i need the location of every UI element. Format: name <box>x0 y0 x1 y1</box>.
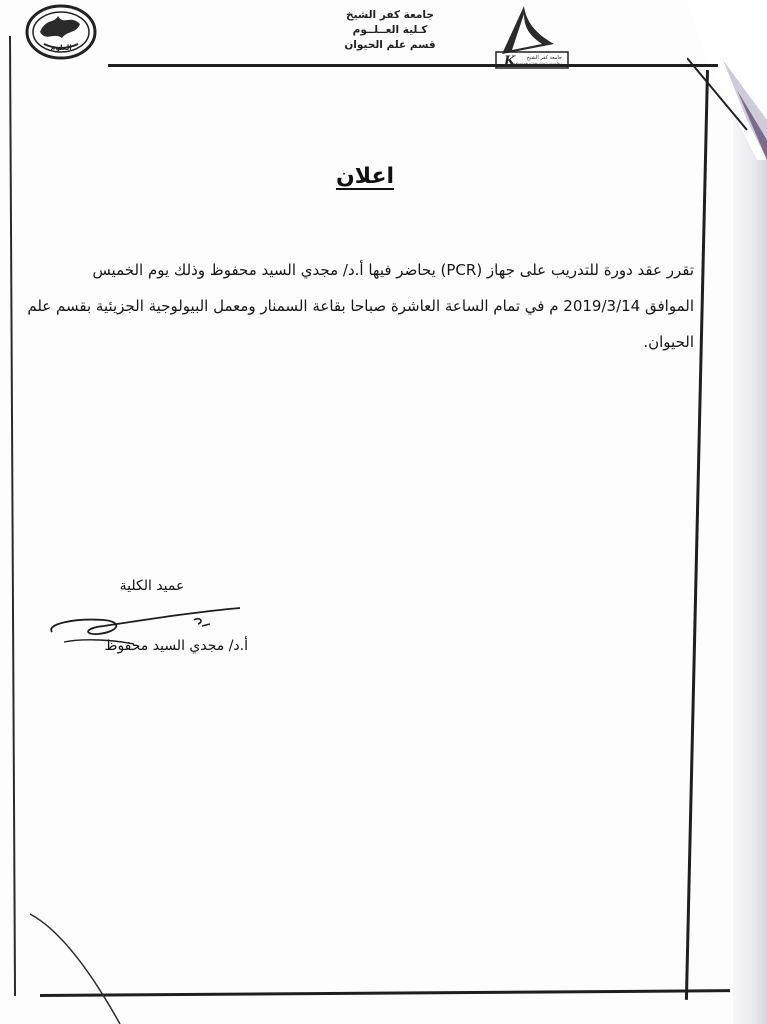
dean-name: أ.د/ مجدي السيد محفوظ <box>104 638 248 654</box>
page-border-right <box>685 70 709 1000</box>
svg-text:K: K <box>504 54 516 69</box>
university-logo <box>490 4 570 70</box>
announcement-title: اعلان <box>335 164 395 189</box>
page-border-left <box>9 36 16 996</box>
page-edge-shadow <box>733 60 767 1024</box>
logo-arabic-caption: جامعة كفر الشيخ <box>526 55 562 61</box>
body-line-3: الحيوان. <box>643 333 694 351</box>
faculty-seal-logo <box>24 4 98 60</box>
header-rule <box>108 64 718 67</box>
page-fold-shadow <box>0 900 160 1024</box>
page-corner-shadow <box>687 0 767 160</box>
dean-role: عميد الكلية <box>119 578 185 594</box>
announcement-body <box>14 252 694 360</box>
institution-header <box>330 8 450 53</box>
department-name: قسم علم الحيوان <box>344 39 436 51</box>
body-line-1: تقرر عقد دورة للتدريب على جهاز (PCR) يحاضر فيها أ.د/ مجدي السيد محفوظ وذلك يوم الخميس <box>92 261 694 279</box>
faculty-name: كـلية العــلــوم <box>352 24 428 36</box>
university-name: جامعة كفر الشيخ <box>346 9 434 21</box>
seal-text: العلوم <box>50 44 72 52</box>
logo-english-caption: Kafrelsheikh University <box>510 63 562 68</box>
body-line-2: الموافق 2019/3/14 م في تمام الساعة العاشرة صباحا بقاعة السمنار ومعمل البيولوجية الجزيئية بقسم علم <box>27 297 694 315</box>
